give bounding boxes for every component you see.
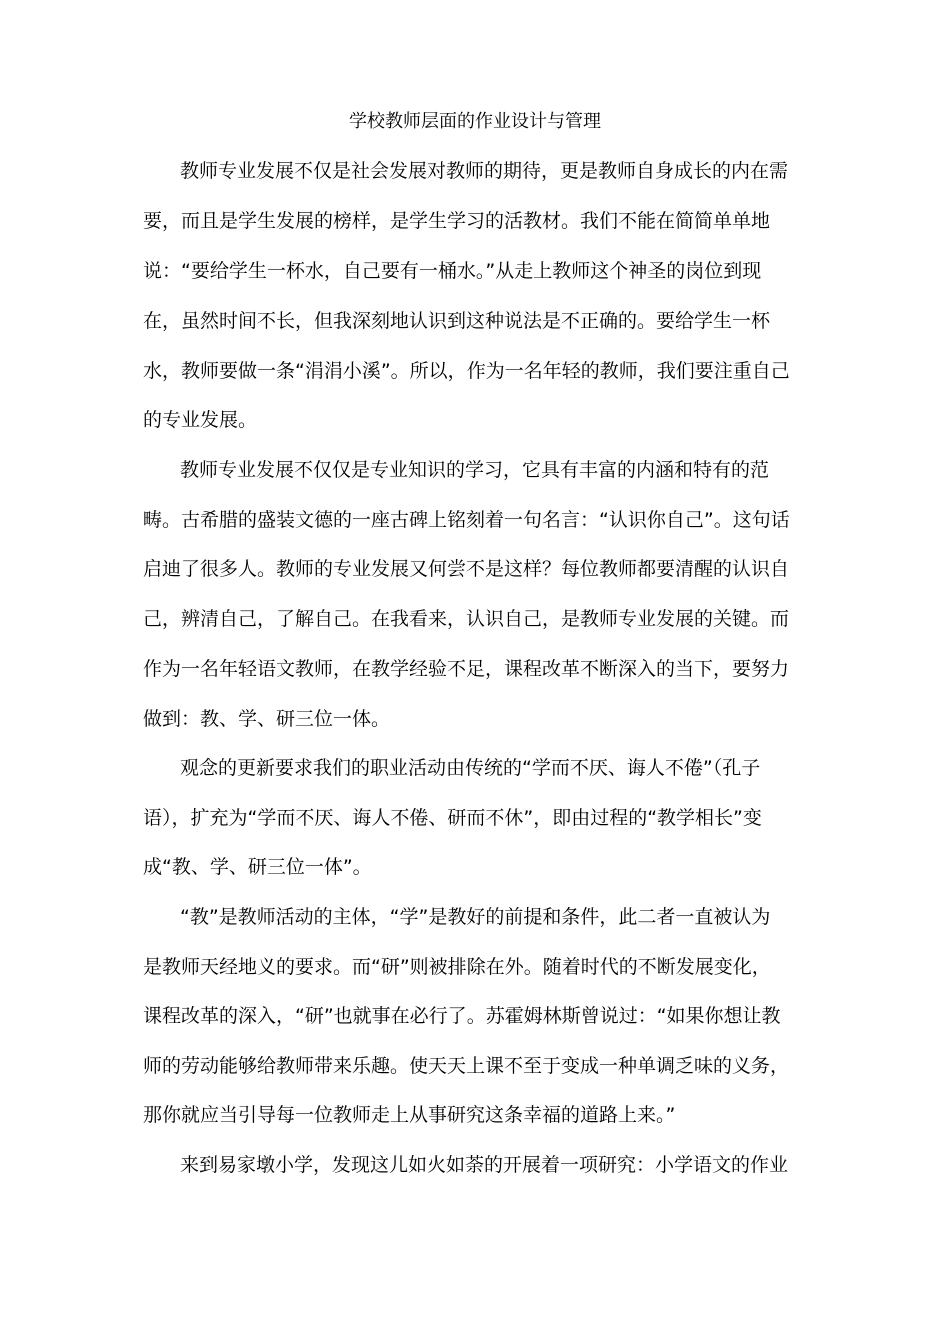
paragraph-3-line-2: 语），扩充为“学而不厌、诲人不倦、研而不休”，即由过程的“教学相长”变: [143, 807, 762, 829]
paragraph-2-line-3: 启迪了很多人。教师的专业发展又何尝不是这样？每位教师都要清醒的认识自: [143, 558, 790, 580]
paragraph-5-line-1: 来到易家墩小学，发现这儿如火如荼的开展着一项研究：小学语文的作业: [180, 1154, 789, 1176]
paragraph-4-line-4: 师的劳动能够给教师带来乐趣。使天天上课不至于变成一种单调乏味的义务，: [143, 1055, 790, 1077]
paragraph-1-line-6: 的专业发展。: [143, 409, 258, 431]
paragraph-1-line-4: 在，虽然时间不长，但我深刻地认识到这种说法是不正确的。要给学生一杯: [143, 310, 771, 332]
paragraph-1-line-3: 说：“要给学生一杯水，自己要有一桶水。”从走上教师这个神圣的岗位到现: [143, 260, 762, 282]
paragraph-1-line-2: 要，而且是学生发展的榜样，是学生学习的活教材。我们不能在简简单单地: [143, 210, 771, 232]
paragraph-2-line-2: 畴。古希腊的盛装文德的一座古碑上铭刻着一句名言：“认识你自己”。这句话: [143, 509, 790, 531]
paragraph-2-line-6: 做到：教、学、研三位一体。: [143, 708, 391, 730]
paragraph-2-line-4: 己，辨清自己，了解自己。在我看来，认识自己，是教师专业发展的关键。而: [143, 608, 790, 630]
paragraph-4-line-5: 那你就应当引导每一位教师走上从事研究这条幸福的道路上来。”: [143, 1104, 676, 1126]
paragraph-1-line-1: 教师专业发展不仅是社会发展对教师的期待，更是教师自身成长的内在需: [180, 160, 789, 182]
paragraph-4-line-2: 是教师天经地义的要求。而“研”则被排除在外。随着时代的不断发展变化，: [143, 956, 771, 978]
paragraph-3-line-1: 观念的更新要求我们的职业活动由传统的“学而不厌、诲人不倦”（孔子: [180, 757, 761, 779]
paragraph-2-line-1: 教师专业发展不仅仅是专业知识的学习，它具有丰富的内涵和特有的范: [180, 459, 770, 481]
paragraph-3-line-3: 成“教、学、研三位一体”。: [143, 856, 372, 878]
paragraph-4-line-1: “教”是教师活动的主体，“学”是教好的前提和条件，此二者一直被认为: [180, 906, 771, 928]
document-title: 学校教师层面的作业设计与管理: [349, 111, 601, 132]
paragraph-4-line-3: 课程改革的深入，“研”也就事在必行了。苏霍姆林斯曾说过：“如果你想让教: [143, 1005, 781, 1027]
paragraph-2-line-5: 作为一名年轻语文教师，在教学经验不足，课程改革不断深入的当下，要努力: [143, 658, 790, 680]
paragraph-1-line-5: 水，教师要做一条“涓涓小溪”。所以，作为一名年轻的教师，我们要注重自己: [143, 360, 790, 382]
